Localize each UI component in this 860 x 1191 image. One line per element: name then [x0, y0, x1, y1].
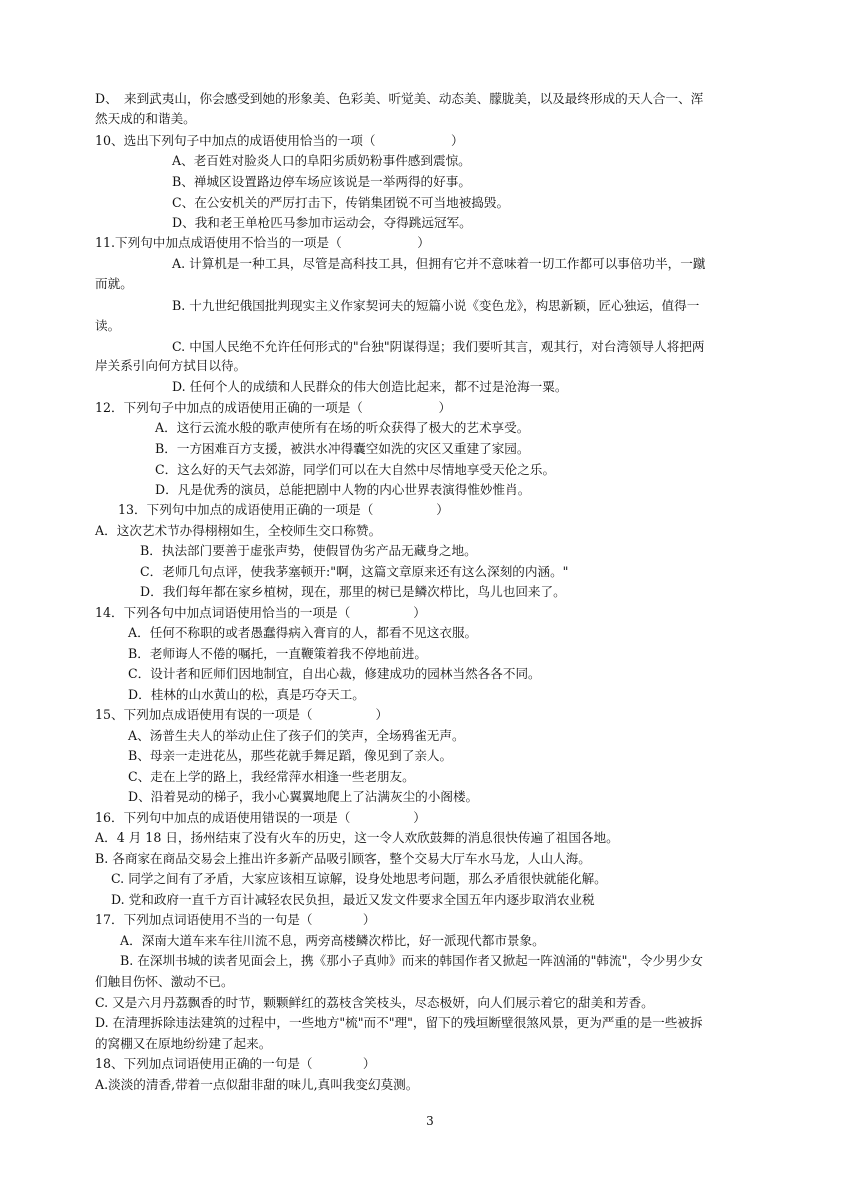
option-c: C．设计者和匠师们因地制宜，自出心裁，修建成功的园林当然各各不同。	[128, 666, 541, 681]
question-18: 18、下列加点词语使用正确的一句是（ ）	[95, 1056, 376, 1071]
option-a: A、老百姓对脸炎人口的阜阳劣质奶粉事件感到震惊。	[172, 153, 471, 168]
option-c: C．老师几句点评，使我茅塞顿开:"啊，这篇文章原来还有这么深刻的内涵。"	[140, 564, 569, 579]
option-d: D、我和老王单枪匹马参加市运动会，夺得跳远冠军。	[172, 215, 472, 230]
option-d: D．我们每年都在家乡植树，现在，那里的树已是鳞次栉比，鸟儿也回来了。	[140, 584, 566, 599]
question-13: 13．下列句中加点的成语使用正确的一项是（ ）	[118, 502, 449, 517]
text-line: 的窝棚又在原地纷纷建了起来。	[95, 1036, 272, 1051]
option-c: C、走在上学的路上，我经常萍水相逢一些老朋友。	[128, 769, 415, 784]
question-14: 14．下列各句中加点词语使用恰当的一项是（ ）	[95, 605, 426, 620]
option-b: B. 十九世纪俄国批判现实主义作家契诃夫的短篇小说《变色龙》，构思新颖，匠心独运，值得一	[172, 298, 700, 313]
option-a: A．任何不称职的或者愚蠢得病入膏肓的人，都看不见这衣服。	[128, 625, 478, 640]
text-line: 读。	[95, 318, 121, 333]
option-b: B、禅城区设置路边停车场应该说是一举两得的好事。	[172, 174, 471, 189]
option-c: C. 中国人民绝不允许任何形式的"台独"阴谋得逞；我们要听其言，观其行，对台湾领导人将把两	[172, 339, 705, 354]
page-number: 3	[426, 1114, 434, 1128]
text-line: 而就。	[95, 276, 133, 291]
option-b: B、母亲一走进花丛，那些花就手舞足蹈，像见到了亲人。	[128, 748, 453, 763]
option-c: C．这么好的天气去郊游，同学们可以在大自然中尽情地享受天伦之乐。	[155, 462, 556, 477]
question-10: 10、选出下列句子中加点的成语使用恰当的一项（ ）	[95, 133, 464, 148]
question-16: 16．下列句中加点的成语使用错误的一项是（ ）	[95, 810, 426, 825]
text-line: 岸关系引向何方拭目以待。	[95, 358, 247, 373]
option-d: D. 在清理拆除违法建筑的过程中，一些地方"梳"而不"理"，留下的残垣断壁很煞风景，更为严重的是一些被拆	[95, 1015, 703, 1030]
option-a: A.淡淡的清香,带着一点似甜非甜的味儿,真叫我变幻莫测。	[95, 1077, 419, 1092]
option-b: B. 各商家在商品交易会上推出许多新产品吸引顾客，整个交易大厅车水马龙，人山人海。	[95, 851, 591, 866]
option-b: B．老师诲人不倦的嘱托，一直鞭策着我不停地前进。	[128, 646, 427, 661]
option-a: A．4 月 18 日，扬州结束了没有火车的历史，这一令人欢欣鼓舞的消息很快传遍了祖国各地。	[95, 830, 619, 845]
option-d: D、沿着晃动的梯子，我小心翼翼地爬上了沾满灰尘的小阁楼。	[128, 789, 479, 804]
option-c: C. 同学之间有了矛盾，大家应该相互谅解，设身处地思考问题，那么矛盾很快就能化解。	[111, 871, 607, 886]
option-a: A、汤普生夫人的举动止住了孩子们的笑声，全场鸦雀无声。	[128, 728, 465, 743]
question-11: 11.下列句中加点成语使用不恰当的一项是（ ）	[95, 235, 430, 250]
option-d: D. 任何个人的成绩和人民群众的伟大创造比起来，都不过是沧海一粟。	[172, 379, 568, 394]
text-line: 然天成的和谐美。	[95, 111, 196, 126]
question-17: 17．下列加点词语使用不当的一句是（ ）	[95, 912, 376, 927]
option-b: B．执法部门要善于虚张声势，使假冒伪劣产品无藏身之地。	[140, 543, 477, 558]
option-a: A．深南大道车来车往川流不息，两旁高楼鳞次栉比，好一派现代都市景象。	[120, 933, 545, 948]
option-d: D．桂林的山水黄山的松，真是巧夺天工。	[128, 687, 365, 702]
option-b: B．一方困难百方支援，被洪水冲得囊空如洗的灾区又重建了家园。	[155, 441, 530, 456]
question-12: 12．下列句子中加点的成语使用正确的一项是（ ）	[95, 400, 452, 415]
text-line: 们触目伤怀、激动不已。	[95, 974, 234, 989]
option-b: B. 在深圳书城的读者见面会上，携《那小子真帅》而来的韩国作者又掀起一阵汹涌的"韩流"，令少男少女	[120, 953, 703, 968]
option-a: A．这行云流水般的歌声使所有在场的听众获得了极大的艺术享受。	[155, 420, 530, 435]
option-c: C. 又是六月丹荔飘香的时节，颗颗鲜红的荔枝含笑枝头，尽态极妍，向人们展示着它的甜美和芳香。	[95, 995, 654, 1010]
option-d: D. 党和政府一直千方百计减轻农民负担，最近又发文件要求全国五年内逐步取消农业税	[111, 892, 595, 907]
option-c: C、在公安机关的严厉打击下，传销集团锐不可当地被捣毁。	[172, 195, 510, 210]
option-d: D．凡是优秀的演员，总能把剧中人物的内心世界表演得惟妙惟肖。	[155, 482, 531, 497]
option-a: A. 计算机是一种工具，尽管是高科技工具，但拥有它并不意味着一切工作都可以事倍功半，一蹴	[172, 256, 706, 271]
text-line: D、 来到武夷山，你会感受到她的形象美、色彩美、听觉美、动态美、朦胧美，以及最终形成的天人合一、浑	[95, 91, 704, 106]
question-15: 15、下列加点成语使用有误的一项是（ ）	[95, 707, 389, 722]
option-a: A．这次艺术节办得栩栩如生，全校师生交口称赞。	[95, 523, 382, 538]
